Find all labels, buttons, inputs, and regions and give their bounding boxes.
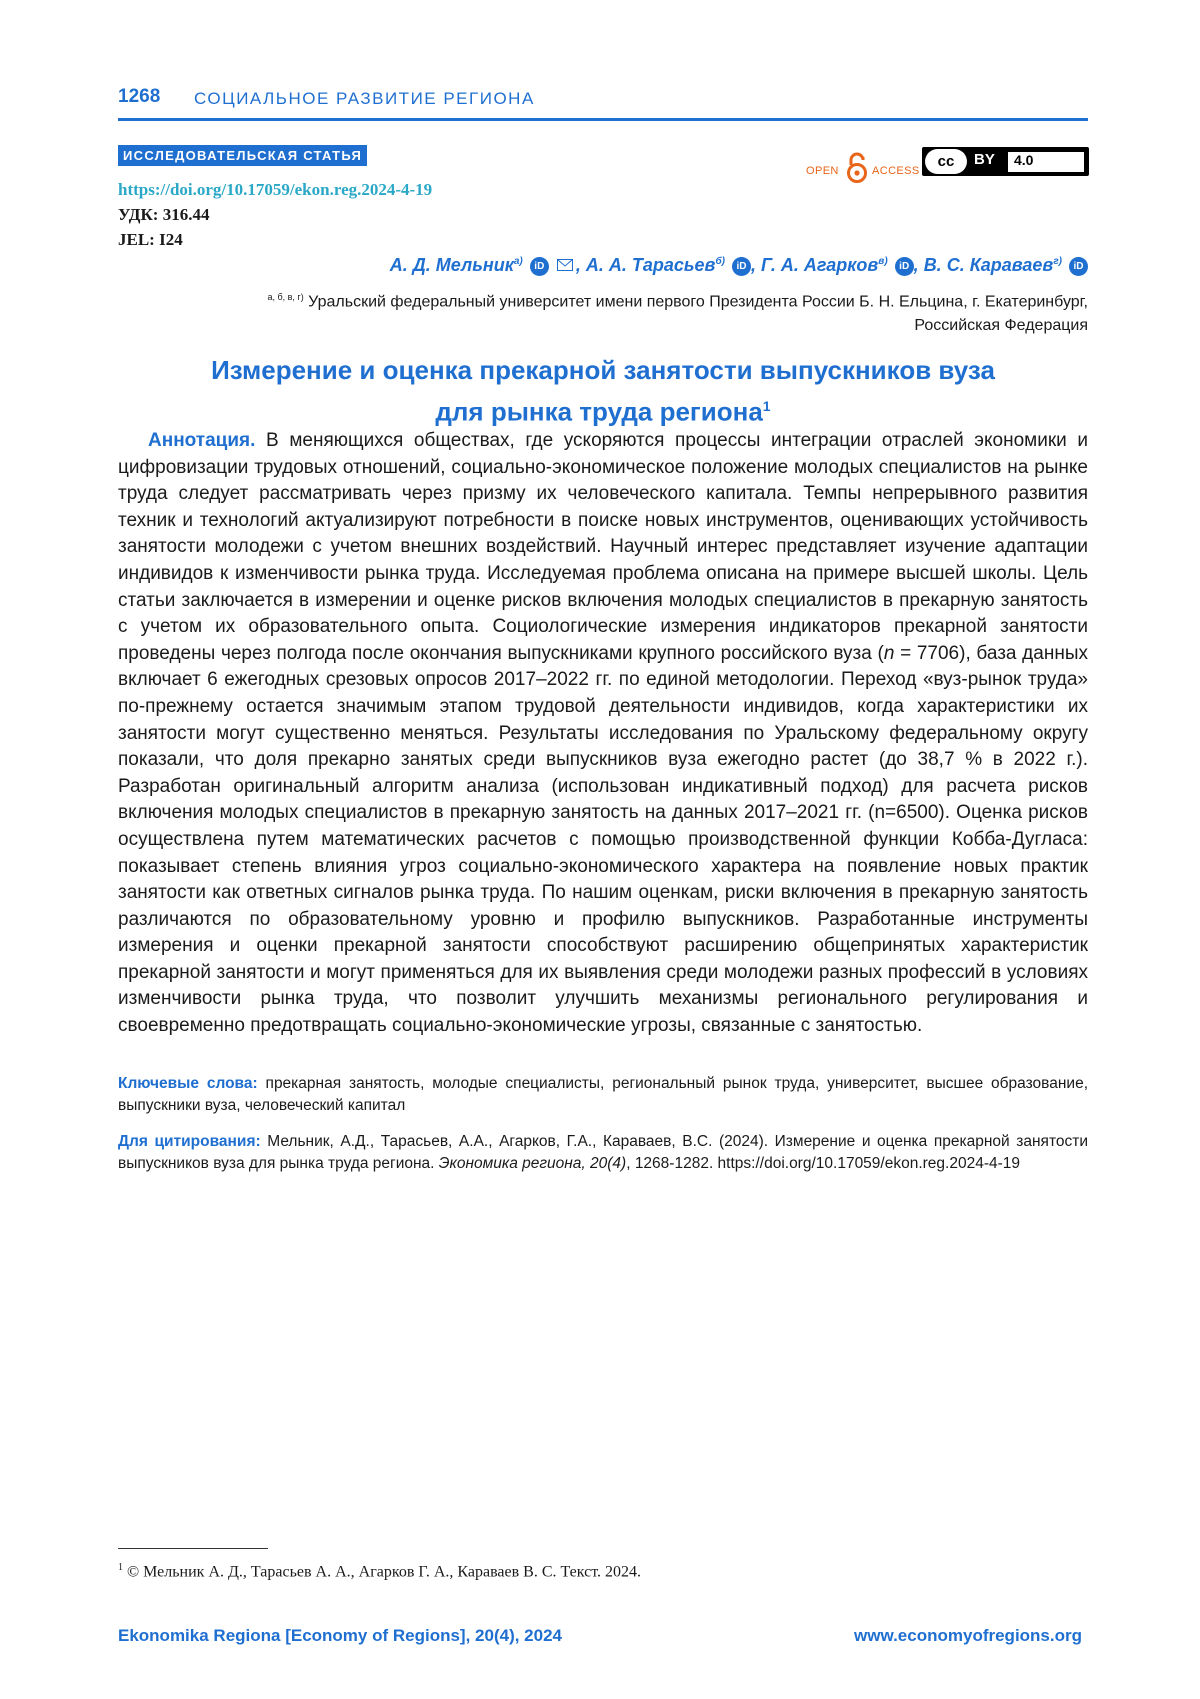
abstract-text-2: = 7706), база данных включает 6 ежегодных срезовых опросов 2017–2022 гг. по единой методологии. Переход «вуз-рынок труда» по-прежнему остается значимым этапом трудовой деятельности индивидов, когда характеристики их занятости могут существенно меняться. Результаты исследования по Уральскому федеральному округу показали, что доля прекарно занятых среди выпускников вуза ежегодно растет (до 38,7 % в 2022 г.). Разработан оригинальный алгоритм анализа (использован индикативный подход) для расчета рисков включения молодых специалистов в прекарную занятость на данных 2017–2021 гг. (n=6500). Оценка рисков осуществлена путем математических расчетов с помощью производственной функции Кобба-Дугласа: показывает степень влияния угроз социально-экономического характера на появление новых практик занятости как ответных сигналов рынка труда. По нашим оценкам, риски включения в прекарную занятость различаются по образовательному уровню и профилю выпускников. Разработанные инструменты измерения и оценки прекарной занятости способствуют расширению общепринятых характеристик прекарной занятости и могут применяться для их выявления среди молодежи разных профессий в условиях изменчивости рынка труда, что позволит улучшить механизмы регионального регулирования и своевременно предотвращать социально-экономические угрозы, связанные с занятостью. <box>118 642 1088 1037</box>
doi-link[interactable]: https://doi.org/10.17059/ekon.reg.2024-4-19 <box>118 180 433 199</box>
page-number: 1268 <box>118 86 161 107</box>
mail-icon[interactable] <box>557 259 573 271</box>
orcid-icon[interactable]: iD <box>530 257 549 276</box>
orcid-icon[interactable]: iD <box>732 257 751 276</box>
cc-license-badge[interactable] <box>922 147 1089 176</box>
abstract-label: Аннотация. <box>148 430 256 451</box>
affiliation-line-1: Уральский федеральный университет имени первого Президента России Б. Н. Ельцина, г. Екатеринбург, <box>308 293 1088 311</box>
website-link[interactable]: www.economyofregions.org <box>854 1626 1082 1645</box>
footnote-text: © Мельник А. Д., Тарасьев А. А., Агарков Г. А., Караваев В. С. Текст. 2024. <box>127 1563 642 1581</box>
open-label: OPEN <box>806 165 839 177</box>
footnote <box>118 1562 641 1581</box>
title-footnote-mark: 1 <box>762 398 771 414</box>
cc-by-label: BY <box>974 151 995 168</box>
abstract-text-1: В меняющихся обществах, где ускоряются процессы интеграции отраслей экономики и цифровизации трудовых отношений, социально-экономическое положение молодых специалистов на рынке труда следует рассматривать через призму их человеческого капитала. Темпы непрерывного развития техник и технологий актуализируют потребности в поиске новых инструментов, оценивающих устойчивость занятости молодежи с учетом внешних воздействий. Научный интерес представляет изучение адаптации индивидов к изменчивости рынка труда. Исследуемая проблема описана на примере высшей школы. Цель статьи заключается в измерении и оценке рисков включения молодых специалистов в прекарную занятость с учетом их образовательного опыта. Социологические измерения индикаторов прекарной занятости проведены через полгода после окончания выпускниками крупного российского вуза ( <box>118 430 1088 664</box>
open-lock-icon <box>844 152 870 184</box>
citation-journal: Экономика региона, 20(4) <box>438 1155 627 1172</box>
running-header <box>118 84 1088 121</box>
affiliation <box>108 285 1088 338</box>
footnote-mark: 1 <box>118 1562 123 1573</box>
citation-pages-doi: , 1268-1282. https://doi.org/10.17059/ekon.reg.2024-4-19 <box>626 1155 1021 1172</box>
cc-version-box <box>1008 152 1084 172</box>
author-affil-mark: г) <box>1053 256 1062 267</box>
article-type-badge: ИССЛЕДОВАТЕЛЬСКАЯ СТАТЬЯ <box>118 145 367 166</box>
author-affil-mark: а) <box>513 256 523 267</box>
keywords-label: Ключевые слова: <box>118 1075 258 1092</box>
affiliation-marks: а, б, в, г) <box>267 292 304 302</box>
author-name: Г. А. Агарков <box>761 255 879 275</box>
keywords <box>118 1073 1088 1117</box>
section-title: СОЦИАЛЬНОЕ РАЗВИТИЕ РЕГИОНА <box>194 89 535 108</box>
citation-label: Для цитирования: <box>118 1133 261 1150</box>
keywords-text: прекарная занятость, молодые специалисты, региональный рынок труда, университет, высшее образование, выпускники вуза, человеческий капитал <box>118 1075 1088 1114</box>
title-line-1: Измерение и оценка прекарной занятости выпускников вуза <box>211 355 995 385</box>
abstract <box>118 428 1088 1040</box>
citation-text: Мельник, А.Д., Тарасьев, А.А., Агарков, Г.А., Караваев, В.С. (2024). Измерение и оценка прекарной занятости выпускников вуза для рынка труда региона. <box>118 1133 1088 1172</box>
author-name: А. А. Тарасьев <box>585 255 716 275</box>
cc-version: 4.0 <box>1014 152 1034 168</box>
author-name: А. Д. Мельник <box>389 255 514 275</box>
footnote-divider <box>118 1548 268 1549</box>
citation <box>118 1131 1088 1175</box>
jel-code: JEL: I24 <box>118 230 183 249</box>
author-list: А. Д. Мельник$^{а)}$ iD , А. А. Тарасьев$^{б)}$ iD , Г. А. Агарков$^{в)}$ iD , В. С. Караваев$^{г)}$ iD <box>390 255 1088 276</box>
article-title <box>118 352 1088 430</box>
udk-code: УДК: 316.44 <box>118 205 210 224</box>
abstract-n-symbol: n <box>883 642 895 664</box>
affiliation-line-2: Российская Федерация <box>914 317 1088 335</box>
author-affil-mark: б) <box>715 256 725 267</box>
cc-icon: cc <box>925 149 967 174</box>
author-affil-mark: в) <box>878 256 888 267</box>
journal-footer: Ekonomika Regiona [Economy of Regions], 20(4), 2024 <box>118 1626 562 1645</box>
orcid-icon[interactable]: iD <box>1069 257 1088 276</box>
author-name: В. С. Караваев <box>923 255 1054 275</box>
orcid-icon[interactable]: iD <box>895 257 914 276</box>
title-line-2: для рынка труда региона <box>435 396 763 427</box>
access-label: ACCESS <box>872 165 920 177</box>
